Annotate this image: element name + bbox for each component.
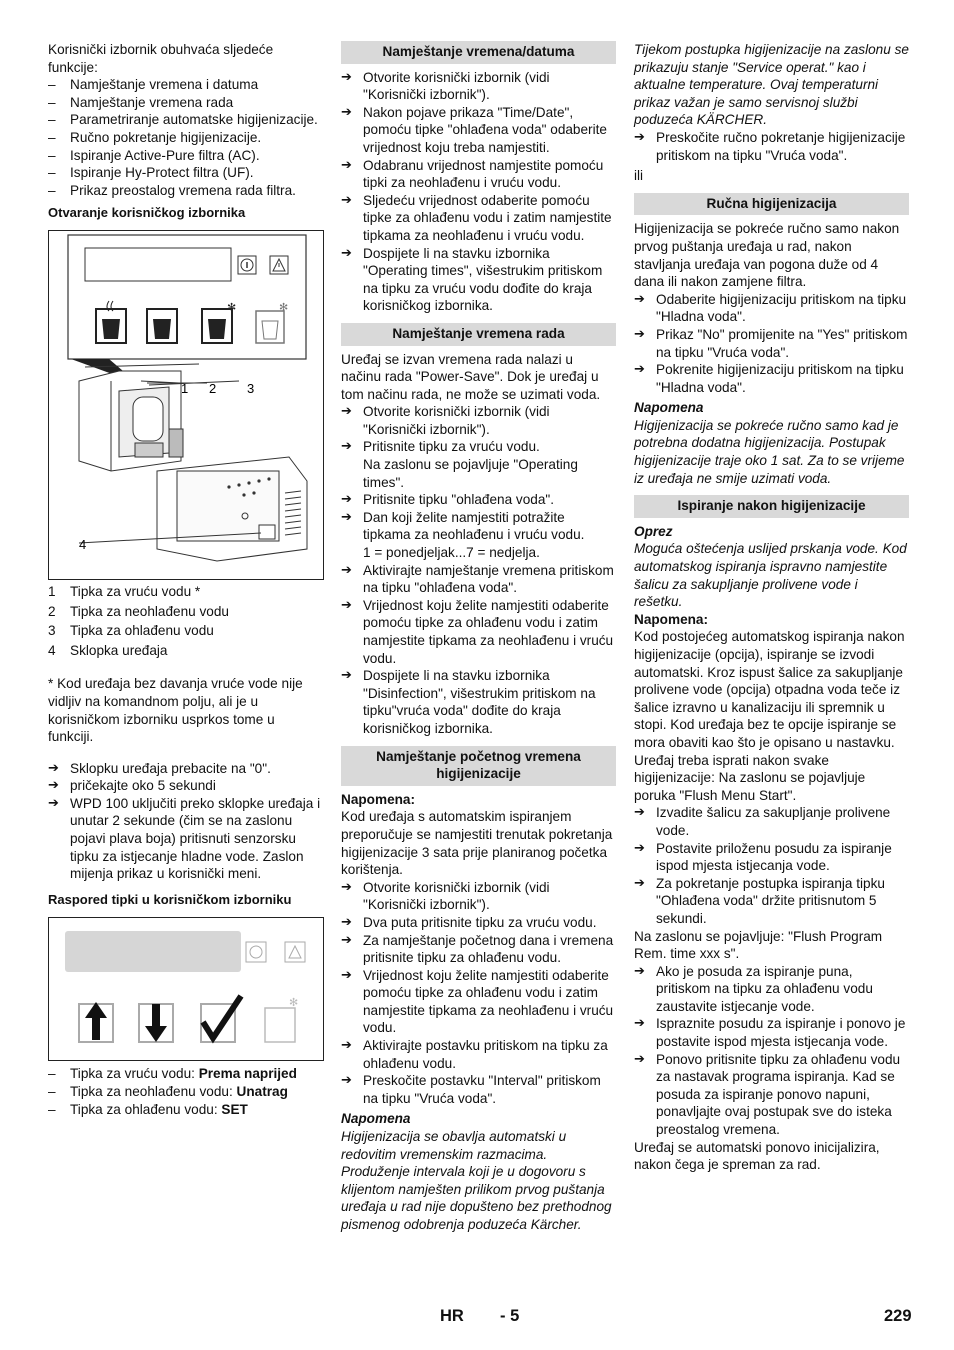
warning-icon (270, 256, 288, 274)
step: ➔ Preskočite postavku "Interval" pritiskom na tipku "Vruća voda". (341, 1072, 616, 1107)
step: ➔ Nakon pojave prikaza "Time/Date", pomoću tipke "ohlađena voda" odaberite vrijednost koju treba namjestiti. (341, 104, 616, 157)
note-text: Higijenizacija se pokreće ručno samo kad je potrebna dodatna higijenizacija. Postupak higijenizacije traje oko 1 sat. Za to se vrijeme iz uređaja ne smije uzimati voda. (634, 417, 905, 486)
intro-text: Korisnički izbornik obuhvaća sljedeće funkcije: (48, 42, 274, 75)
note-label: Napomena: (341, 791, 416, 807)
step: ➔ WPD 100 uključiti preko sklopke uređaja i unutar 2 sekunde (čim se na zaslonu pojavi plava boja) pritisnuti senzorsku tipku za istjecanje hladne vode. Zaslon mijenja prikaz u korisnički meni. (48, 795, 322, 883)
step: ➔ Za pokretanje postupka ispiranja tipku "Ohlađena voda" držite pritisnutom 5 sekundi. (634, 875, 909, 928)
list-item: – Parametriranje automatske higijenizacije. (48, 111, 322, 129)
open-menu-heading: Otvaranje korisničkog izbornika (48, 205, 246, 221)
section-title: Ispiranje nakon higijenizacije (634, 495, 909, 518)
step: ➔ Otvorite korisnički izbornik (vidi "Korisnički izbornik"). (341, 879, 616, 914)
step: ➔ Ispraznite posudu za ispiranje i ponovo je postavite ispod mjesta istjecanja vode. (634, 1015, 909, 1050)
legend-item: 1 Tipka za vruću vodu * (48, 583, 201, 599)
step: ➔ Sljedeću vrijednost odaberite pomoću tipke za ohlađenu vodu i zatim namjestite tipkama za neohlađenu i vruću vodu. (341, 192, 616, 245)
step: ➔ Dospijete li na stavku izbornika "Disinfection", višestrukim pritiskom na tipku"vruća voda" dođite do kraja korisničkog izbornika. (341, 667, 616, 737)
callout-4: 4 (79, 536, 87, 552)
legend-item: 3 Tipka za ohlađenu vodu (48, 623, 214, 639)
callout-2: 2 (209, 380, 217, 396)
step: ➔ Pritisnite tipku "ohlađena voda". (341, 491, 616, 509)
device-illustration (49, 231, 323, 579)
footer-language: HR (440, 1307, 464, 1325)
paragraph: Uređaj treba isprati nakon svake higijenizacije: Na zaslonu se pojavljuje poruka "Flush Menu Start". (634, 752, 866, 803)
step: ➔ Otvorite korisnički izbornik (vidi "Korisnički izbornik"). (341, 69, 616, 104)
or-text: ili (634, 168, 644, 184)
key-function-list (48, 1065, 322, 1118)
figure-legend (48, 583, 322, 659)
paragraph: Kod uređaja s automatskim ispiranjem preporučuje se namjestiti trenutak pokretanja higijenizacije 3 sata prije planiranog početka korištenja. (341, 809, 613, 878)
paragraph: Uređaj se izvan vremena rada nalazi u načinu rada "Power-Save". Dok je uređaj u tom načinu rada, ne može se uzimati voda. (341, 351, 601, 402)
section-title: Ručna higijenizacija (634, 193, 909, 216)
column-3 (634, 41, 909, 1174)
set-key-icon (201, 996, 241, 1042)
info-icon (238, 256, 256, 274)
list-item: – Namještanje vremena i datuma (48, 76, 322, 94)
svg-text:✻: ✻ (279, 300, 289, 314)
back-key-icon (139, 1004, 173, 1042)
paragraph: Higijenizacija se pokreće ručno samo nakon prvog puštanja uređaja u rad, nakon stavljanja uređaja van pogona duže od 4 dana ili nakon zamjene filtra. (634, 221, 900, 290)
forward-key-icon (79, 1002, 113, 1042)
step: ➔ Dospijete li na stavku izbornika "Operating times", višestrukim pritiskom na tipku za vruću vodu dođite do kraja korisničkog izbornika. (341, 245, 616, 315)
info-icon (246, 942, 266, 962)
list-item: – Namještanje vremena rada (48, 94, 322, 112)
step: ➔ Odabranu vrijednost namjestite pomoću tipki za neohlađenu i vruću vodu. (341, 157, 616, 192)
step: ➔ Preskočite ručno pokretanje higijenizacije pritiskom na tipku "Vruća voda". (634, 129, 909, 164)
warning-icon (285, 942, 305, 962)
step-note: 1 = ponedjeljak...7 = nedjelja. (363, 545, 540, 561)
section-title: Namještanje vremena/datuma (341, 41, 616, 64)
step: ➔ pričekajte oko 5 sekundi (48, 777, 322, 795)
svg-text:✻: ✻ (227, 300, 237, 314)
note-label: Napomena (634, 400, 704, 416)
list-item: – Tipka za ohlađenu vodu: SET (48, 1101, 322, 1119)
list-item: – Tipka za vruću vodu: Prema naprijed (48, 1065, 322, 1083)
callout-1: 1 (181, 380, 189, 396)
list-item: – Ispiranje Hy-Protect filtra (UF). (48, 164, 322, 182)
column-2 (341, 41, 616, 1234)
svg-text:✻: ✻ (289, 996, 299, 1010)
step: ➔ Aktivirajte namještanje vremena pritiskom na tipku "ohlađena voda". (341, 562, 616, 597)
paragraph: Kod postojećeg automatskog ispiranja nakon higijenizacije (opcija), ispiranje se izvodi automatski. Kroz ispust šalice za sakupljanje prolivene vode (opcija) otpadna voda teče iz šalice izravno u kanalizaciju ili spremnik u stopi. Kod uređaja bez te opcije ispiranje se mora obaviti kao što je opisano u nastavku. (634, 629, 905, 750)
step: ➔ Dan koji želite namjestiti potražite tipkama za neohlađenu i vruću vodu. (341, 509, 616, 544)
step: ➔ Vrijednost koju želite namjestiti odaberite pomoću tipke za ohlađenu vodu i zatim namjestite tipkama za neohlađenu i vruću vodu. (341, 597, 616, 667)
sparkling-key-icon (265, 996, 298, 1042)
column-1 (48, 41, 322, 1118)
callout-3: 3 (247, 380, 255, 396)
step: ➔ Pokrenite higijenizaciju pritiskom na tipku "Hladna voda". (634, 361, 909, 396)
note-text: Tijekom postupka higijenizacije na zaslonu se prikazuju stanje "Service operat." kao i aktualne temperature. Ovaj temperaturni prikaz važan je samo servisnoj službi poduzeća KÄRCHER. (634, 42, 909, 128)
caution-text: Moguća oštećenja uslijed prskanja vode. Kod automatskog ispiranja ispravno namjestite šalicu za sakupljanje prolivene vode i rešetku. (634, 541, 907, 610)
step: ➔ Sklopku uređaja prebacite na "0". (48, 760, 322, 778)
section-title: Namještanje vremena rada (341, 323, 616, 346)
menu-keys-illustration (49, 918, 323, 1060)
step: ➔ Za namještanje početnog dana i vremena pritisnite tipku za ohlađenu vodu. (341, 932, 616, 967)
step: ➔ Odaberite higijenizaciju pritiskom na tipku "Hladna voda". (634, 291, 909, 326)
list-item: – Tipka za neohlađenu vodu: Unatrag (48, 1083, 322, 1101)
section-title: Namještanje početnog vremena higijenizacije (341, 746, 616, 786)
step: ➔ Otvorite korisnički izbornik (vidi "Korisnički izbornik"). (341, 403, 616, 438)
step-note: Na zaslonu se pojavljuje "Operating times". (363, 457, 578, 490)
step: ➔ Dva puta pritisnite tipku za vruću vodu. (341, 914, 616, 932)
footer-page-total: 229 (884, 1307, 912, 1325)
caution-label: Oprez (634, 523, 673, 539)
note-text: Higijenizacija se obavlja automatski u redovitim vremenskim razmacima. Produženje intervala koji je u dogovoru s klijentom namješten prilikom prvog puštanja uređaja u rad nije dopušteno bez prethodnog pismenog odobrenja poduzeća Kärcher. (341, 1129, 612, 1232)
step: ➔ Ako je posuda za ispiranje puna, pritiskom na tipku za ohlađenu vodu zaustavite istjecanje vode. (634, 963, 909, 1016)
legend-item: 2 Tipka za neohlađenu vodu (48, 603, 229, 619)
note-label: Napomena (341, 1111, 411, 1127)
paragraph: Uređaj se automatski ponovo inicijalizira, nakon čega je spreman za rad. (634, 1139, 880, 1173)
menu-keys-figure (48, 917, 324, 1061)
key-layout-heading: Raspored tipki u korisničkom izborniku (48, 891, 292, 907)
footnote: * Kod uređaja bez davanja vruće vode nije vidljiv na komandnom polju, ali je u korisničkom izborniku usprkos tome u funkciji. (48, 676, 303, 745)
device-figure (48, 230, 324, 580)
step: ➔ Aktivirajte postavku pritiskom na tipku za ohlađenu vodu. (341, 1037, 616, 1072)
note-label: Napomena: (634, 611, 709, 627)
footer-page: - 5 (500, 1307, 520, 1325)
list-item: – Prikaz preostalog vremena rada filtra. (48, 182, 322, 200)
step: ➔ Ponovo pritisnite tipku za ohlađenu vodu za nastavak programa ispiranja. Kad se posuda za ispiranje ponovo napuni, ponavljajte ovaj postupak sve do isteka preostalog vremena. (634, 1051, 909, 1139)
legend-item: 4 Sklopka uređaja (48, 642, 168, 658)
step: ➔ Pritisnite tipku za vruću vodu. (341, 438, 616, 456)
step: ➔ Izvadite šalicu za sakupljanje prolivene vode. (634, 804, 909, 839)
paragraph: Na zaslonu se pojavljuje: "Flush Program Rem. time xxx s". (634, 928, 883, 962)
menu-functions-list (48, 76, 322, 199)
step: ➔ Prikaz "No" promijenite na "Yes" pritiskom na tipku "Vruća voda". (634, 326, 909, 361)
list-item: – Ručno pokretanje higijenizacije. (48, 129, 322, 147)
list-item: – Ispiranje Active-Pure filtra (AC). (48, 147, 322, 165)
step: ➔ Postavite priloženu posudu za ispiranje ispod mjesta istjecanja vode. (634, 840, 909, 875)
step: ➔ Vrijednost koju želite namjestiti odaberite pomoću tipke za ohlađenu vodu i zatim namjestite tipkama za neohlađenu i vruću vodu. (341, 967, 616, 1037)
